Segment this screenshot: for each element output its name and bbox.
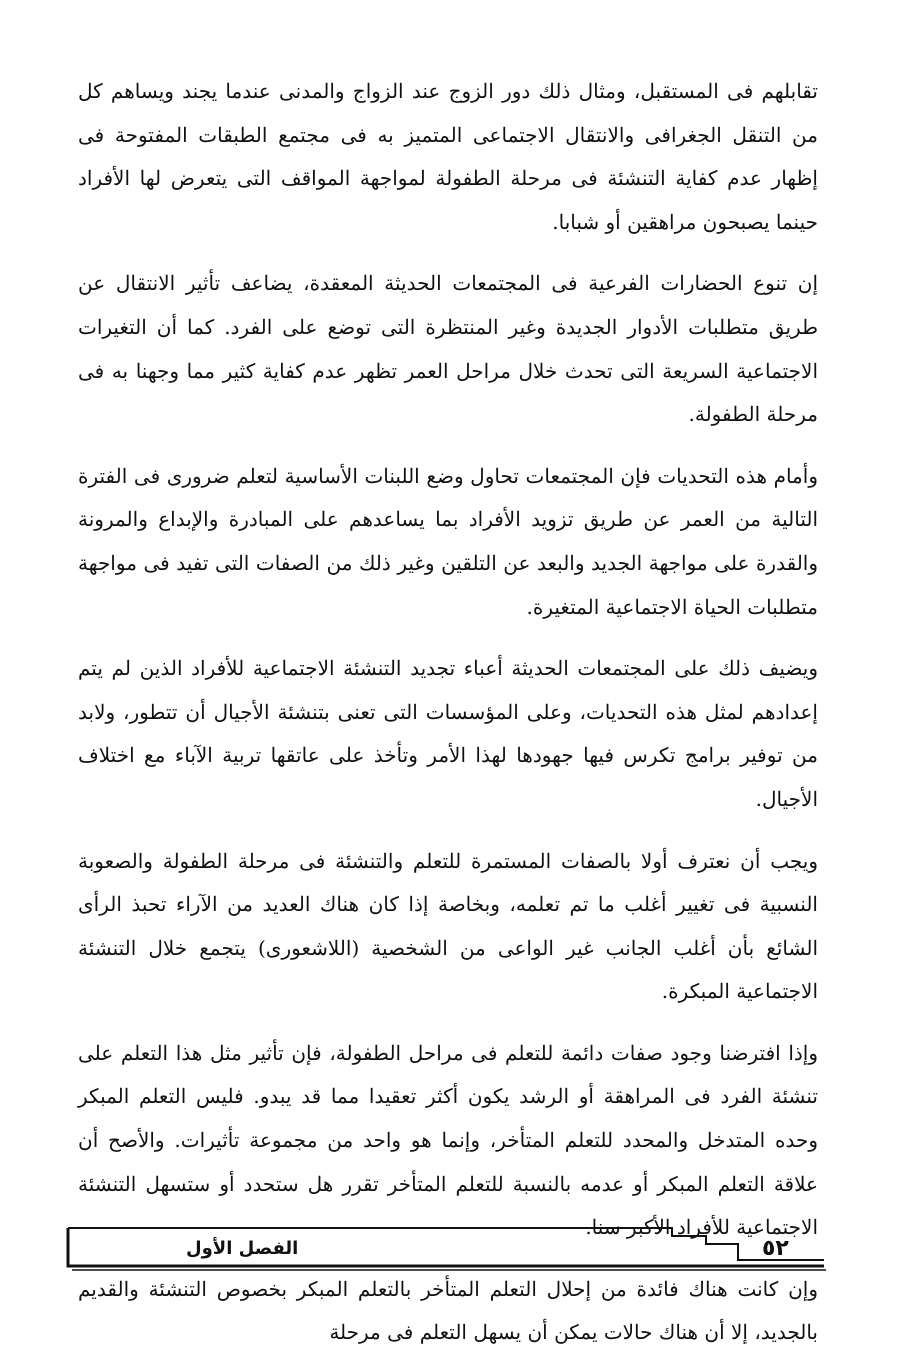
page-footer [66,1226,826,1272]
paragraph-1: تقابلهم فى المستقبل، ومثال ذلك دور الزوج عند الزواج والمدنى عندما يجند ويساهم كل من التنقل الجغرافى والانتقال الاجتماعى المتميز به فى مجتمع الطبقات المفتوحة فى إظهار عدم كفاية التنشئة فى مرحلة الطفولة لمواجهة المواقف التى يتعرض لها الأفراد حينما يصبحون مراهقين أو شبابا. [78,79,818,234]
body-text [78,70,818,1355]
paragraph-6: وإذا افترضنا وجود صفات دائمة للتعلم فى مراحل الطفولة، فإن تأثير مثل هذا التعلم على تنشئة الفرد فى المراهقة أو الرشد يكون أكثر تعقيدا مما قد يبدو. فليس التعلم المبكر وحده المتدخل والمحدد للتعلم المتأخر، وإنما هو واحد من مجموعة تأثيرات. والأصح أن علاقة التعلم المبكر أو عدمه بالنسبة للتعلم المتأخر تقرر هل ستحدد أو ستسهل التنشئة الاجتماعية للأفراد الأكبر سنا. [78,1040,818,1240]
paragraph-7: وإن كانت هناك فائدة من إحلال التعلم المتأخر بالتعلم المبكر بخصوص التنشئة والقديم بالجديد، إلا أن هناك حالات يمكن أن يسهل التعلم فى مرحلة [78,1276,818,1345]
paragraph-2: إن تنوع الحضارات الفرعية فى المجتمعات الحديثة المعقدة، يضاعف تأثير الانتقال عن طريق متطلبات الأدوار الجديدة وغير المنتظرة التى توضع على الفرد. كما أن التغيرات الاجتماعية السريعة التى تحدث خلال مراحل العمر تظهر عدم كفاية كثير مما وجهنا به فى مرحلة الطفولة. [78,271,818,427]
page-number: ٥٢ [762,1236,789,1261]
paragraph-4: ويضيف ذلك على المجتمعات الحديثة أعباء تجديد التنشئة الاجتماعية للأفراد الذين لم يتم إعدادهم لمثل هذه التحديات، وعلى المؤسسات التى تعنى بتنشئة الأجيال أن تتطور، ولابد من توفير برامج تكرس فيها جهودها لهذا الأمر وتأخذ على عاتقها تربية الآباء مع اختلاف الأجيال. [78,656,818,811]
footer-frame [66,1226,826,1272]
paragraph-3: وأمام هذه التحديات فإن المجتمعات تحاول وضع اللبنات الأساسية لتعلم ضرورى فى الفترة التالية من العمر عن طريق تزويد الأفراد بما يساعدهم على المبادرة والإبداع والمرونة والقدرة على مواجهة الجديد والبعد عن التلقين وغير ذلك من الصفات التى تفيد فى مواجهة متطلبات الحياة الاجتماعية المتغيرة. [78,463,818,619]
chapter-title: الفصل الأول [186,1238,299,1259]
paragraph-5: ويجب أن نعترف أولا بالصفات المستمرة للتعلم والتنشئة فى مرحلة الطفولة والصعوبة النسبية فى تغيير أغلب ما تم تعلمه، وبخاصة إذا كان هناك العديد من الآراء تحبذ الرأى الشائع بأن أغلب الجانب غير الواعى من الشخصية (اللاشعورى) يتجمع خلال التنشئة الاجتماعية المبكرة. [78,848,818,1004]
